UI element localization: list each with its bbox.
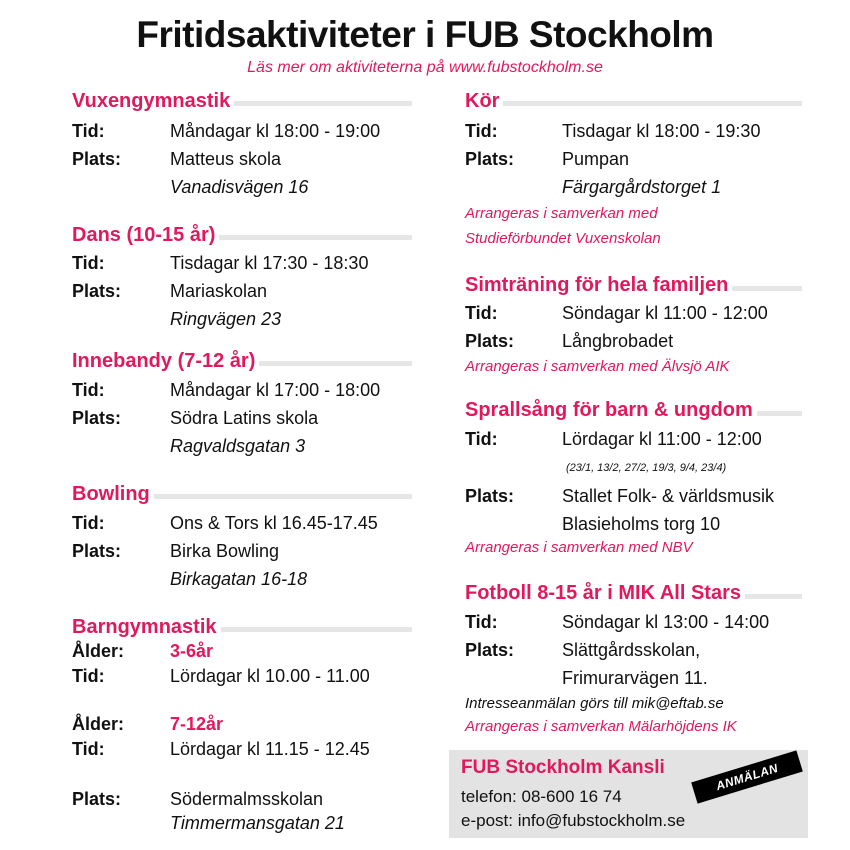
address-sprallsang: Blasieholms torg 10 [562, 514, 721, 534]
label-tid: Tid: [72, 739, 105, 759]
label-tid: Tid: [72, 380, 105, 400]
kansli-title: FUB Stockholm Kansli [461, 757, 665, 778]
website-subtitle: Läs mer om aktiviteterna på www.fubstockholm.se [247, 59, 603, 76]
note-sprallsang: Arrangeras i samverkan med NBV [465, 539, 693, 556]
address-barngymnastik: Timmermansgatan 21 [170, 813, 345, 833]
address-bowling: Birkagatan 16-18 [170, 569, 308, 589]
label-plats: Plats: [72, 789, 122, 809]
label-tid: Tid: [72, 666, 105, 686]
kansli-phone: telefon: 08-600 16 74 [461, 787, 622, 806]
note-fotboll: Arrangeras i samverkan Mälarhöjdens IK [465, 718, 737, 735]
label-tid: Tid: [72, 121, 105, 141]
address-kor: Färgargårdstorget 1 [562, 177, 722, 197]
address-fotboll: Frimurarvägen 11. [562, 668, 708, 688]
note-kor-2: Studieförbundet Vuxenskolan [465, 230, 661, 247]
place-vuxengymnastik: Matteus skola [170, 149, 282, 169]
label-plats: Plats: [72, 281, 122, 301]
label-tid: Tid: [72, 253, 105, 273]
label-plats: Plats: [72, 149, 122, 169]
address-vuxengymnastik: Vanadisvägen 16 [170, 177, 309, 197]
place-barngymnastik: Södermalmsskolan [170, 789, 324, 809]
time-barngymnastik-1: Lördagar kl 10.00 - 11.00 [170, 666, 370, 686]
place-fotboll: Slättgårdsskolan, [562, 640, 701, 660]
place-sprallsang: Stallet Folk- & världsmusik [562, 486, 775, 506]
label-tid: Tid: [465, 612, 498, 632]
time-bowling: Ons & Tors kl 16.45-17.45 [170, 513, 378, 533]
section-divider [465, 101, 802, 106]
time-fotboll: Söndagar kl 13:00 - 14:00 [562, 612, 770, 632]
label-plats: Plats: [465, 331, 515, 351]
place-innebandy: Södra Latins skola [170, 408, 319, 428]
heading-bowling: Bowling [72, 483, 154, 506]
time-dans: Tisdagar kl 17:30 - 18:30 [170, 253, 369, 273]
age-group-2: 7-12år [170, 714, 224, 734]
interest-fotboll: Intresseanmälan görs till mik@eftab.se [465, 695, 724, 712]
heading-vuxengymnastik: Vuxengymnastik [72, 90, 234, 113]
note-kor-1: Arrangeras i samverkan med [465, 205, 658, 222]
label-plats: Plats: [465, 486, 515, 506]
label-alder: Ålder: [72, 641, 125, 661]
heading-fotboll: Fotboll 8-15 år i MIK All Stars [465, 582, 745, 605]
dates-sprallsang: (23/1, 13/2, 27/2, 19/3, 9/4, 23/4) [566, 462, 727, 474]
label-tid: Tid: [465, 303, 498, 323]
place-bowling: Birka Bowling [170, 541, 280, 561]
label-plats: Plats: [465, 640, 515, 660]
place-kor: Pumpan [562, 149, 630, 169]
time-vuxengymnastik: Måndagar kl 18:00 - 19:00 [170, 121, 381, 141]
page-title: Fritidsaktiviteter i FUB Stockholm [136, 14, 714, 55]
heading-kor: Kör [465, 90, 503, 113]
time-simtraning: Söndagar kl 11:00 - 12:00 [562, 303, 768, 323]
address-dans: Ringvägen 23 [170, 309, 282, 329]
kansli-email: e-post: info@fubstockholm.se [461, 811, 686, 830]
heading-barngymnastik: Barngymnastik [72, 616, 221, 639]
label-alder: Ålder: [72, 714, 125, 734]
heading-sprallsang: Sprallsång för barn & ungdom [465, 399, 757, 422]
label-plats: Plats: [72, 408, 122, 428]
anmalan-banner: ANMÄLAN [691, 750, 803, 803]
place-simtraning: Långbrobadet [562, 331, 674, 351]
time-kor: Tisdagar kl 18:00 - 19:30 [562, 121, 761, 141]
heading-simtraning: Simträning för hela familjen [465, 274, 732, 297]
time-sprallsang: Lördagar kl 11:00 - 12:00 [562, 429, 762, 449]
time-barngymnastik-2: Lördagar kl 11.15 - 12.45 [170, 739, 370, 759]
address-innebandy: Ragvaldsgatan 3 [170, 436, 306, 456]
note-simtraning: Arrangeras i samverkan med Älvsjö AIK [465, 358, 730, 375]
heading-innebandy: Innebandy (7-12 år) [72, 350, 259, 373]
time-innebandy: Måndagar kl 17:00 - 18:00 [170, 380, 381, 400]
place-dans: Mariaskolan [170, 281, 268, 301]
age-group-1: 3-6år [170, 641, 214, 661]
label-tid: Tid: [465, 429, 498, 449]
label-tid: Tid: [72, 513, 105, 533]
label-plats: Plats: [465, 149, 515, 169]
label-plats: Plats: [72, 541, 122, 561]
heading-dans: Dans (10-15 år) [72, 224, 219, 247]
label-tid: Tid: [465, 121, 498, 141]
